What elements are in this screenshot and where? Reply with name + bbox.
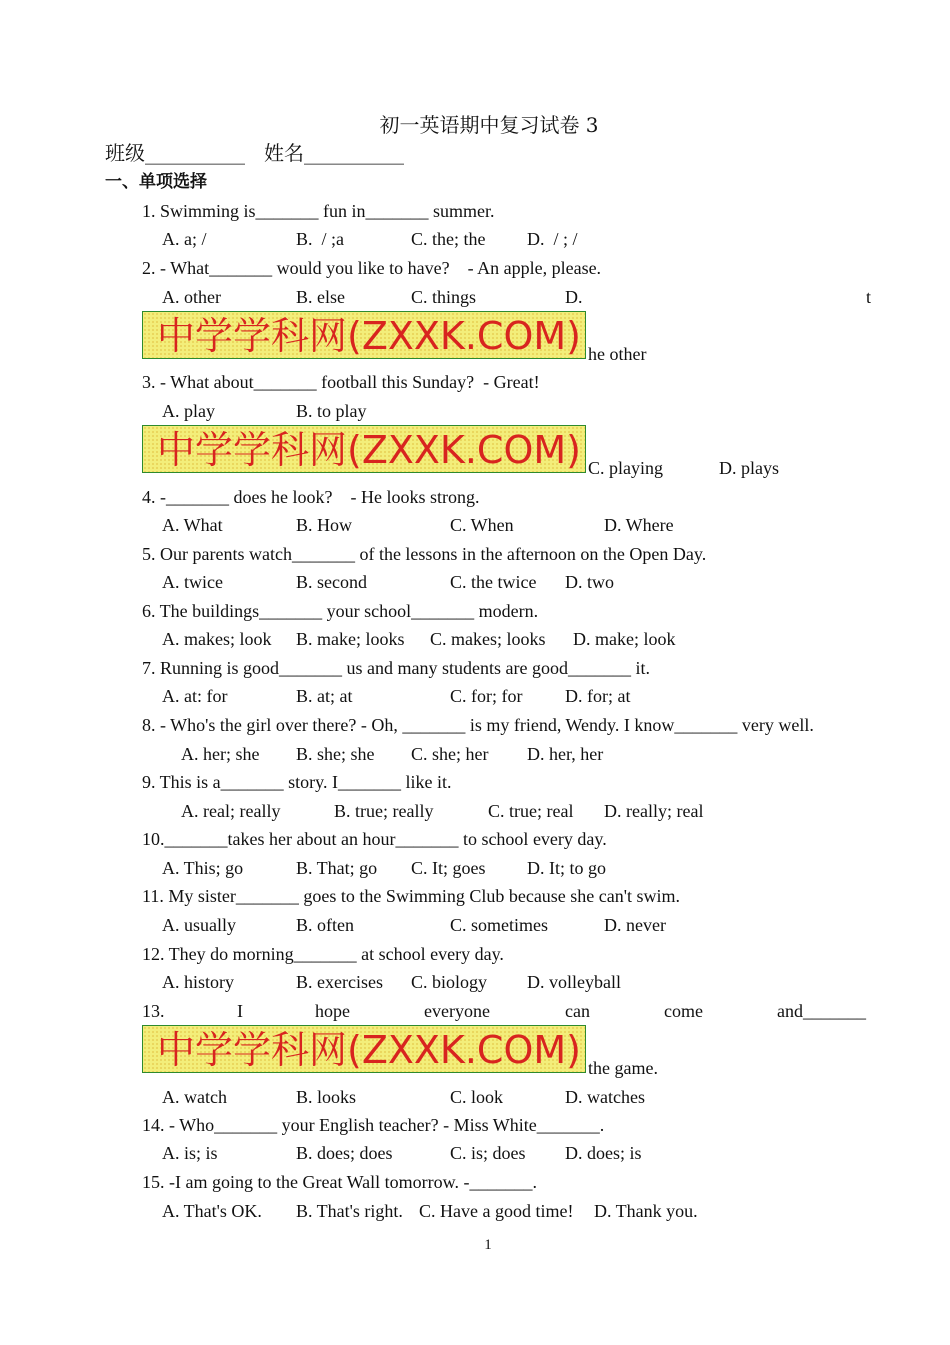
q3-option-c: C. playing	[588, 458, 663, 478]
q9-option-c: C. true; real	[488, 801, 574, 821]
q11-option-d: D. never	[604, 915, 666, 935]
question-10: 10._______takes her about an hour_______ to school every day.	[142, 829, 607, 849]
q2-option-a: A. other	[162, 287, 221, 307]
q1-option-d: D. / ; /	[527, 229, 578, 249]
question-9: 9. This is a_______ story. I_______ like it.	[142, 772, 452, 792]
q2-option-d-continuation: he other	[588, 344, 647, 364]
q3-option-b: B. to play	[296, 401, 367, 421]
q2-option-d: D.	[565, 287, 583, 307]
q14-option-b: B. does; does	[296, 1143, 393, 1163]
q11-option-a: A. usually	[162, 915, 236, 935]
section-heading: 一、单项选择	[105, 172, 207, 192]
q2-option-b: B. else	[296, 287, 345, 307]
q12-option-d: D. volleyball	[527, 972, 621, 992]
page-title: 初一英语期中复习试卷 3	[379, 113, 599, 137]
question-15: 15. -I am going to the Great Wall tomorrow. -_______.	[142, 1172, 537, 1192]
q15-option-c: C. Have a good time!	[419, 1201, 574, 1221]
question-13-continuation: the game.	[588, 1058, 658, 1078]
q5-option-d: D. two	[565, 572, 614, 592]
q10-option-a: A. This; go	[162, 858, 244, 878]
question-12: 12. They do morning_______ at school every day.	[142, 944, 504, 964]
q1-option-a: A. a; /	[162, 229, 207, 249]
question-13-word: I	[237, 1001, 243, 1021]
q15-option-a: A. That's OK.	[162, 1201, 262, 1221]
q10-option-d: D. It; to go	[527, 858, 606, 878]
question-11: 11. My sister_______ goes to the Swimming Club because she can't swim.	[142, 886, 681, 906]
q14-option-d: D. does; is	[565, 1143, 642, 1163]
q14-option-c: C. is; does	[450, 1143, 526, 1163]
q2-option-d-fragment: t	[866, 287, 872, 307]
q14-option-a: A. is; is	[162, 1143, 218, 1163]
q7-option-b: B. at; at	[296, 686, 353, 706]
q7-option-d: D. for; at	[565, 686, 631, 706]
class-field: 班级__________	[105, 141, 245, 165]
q13-option-c: C. look	[450, 1087, 504, 1107]
q9-option-a: A. real; really	[181, 801, 281, 821]
q8-option-c: C. she; her	[411, 744, 489, 764]
q5-option-b: B. second	[296, 572, 367, 592]
q10-option-b: B. That; go	[296, 858, 378, 878]
question-13-word: everyone	[424, 1001, 490, 1021]
question-6: 6. The buildings_______ your school_______ modern.	[142, 601, 539, 621]
q2-option-c: C. things	[411, 287, 477, 307]
watermark-banner	[142, 1025, 586, 1073]
q6-option-d: D. make; look	[573, 629, 676, 649]
q6-option-c: C. makes; looks	[430, 629, 546, 649]
watermark-banner	[142, 425, 586, 473]
question-3: 3. - What about_______ football this Sunday? - Great!	[142, 372, 540, 392]
q3-option-d: D. plays	[719, 458, 779, 478]
question-5: 5. Our parents watch_______ of the lessons in the afternoon on the Open Day.	[142, 544, 707, 564]
q12-option-a: A. history	[162, 972, 234, 992]
q15-option-d: D. Thank you.	[594, 1201, 698, 1221]
q8-option-b: B. she; she	[296, 744, 375, 764]
q6-option-b: B. make; looks	[296, 629, 405, 649]
q9-option-d: D. really; real	[604, 801, 704, 821]
q11-option-c: C. sometimes	[450, 915, 548, 935]
q8-option-a: A. her; she	[181, 744, 260, 764]
q4-option-c: C. When	[450, 515, 514, 535]
q4-option-b: B. How	[296, 515, 353, 535]
question-1: 1. Swimming is_______ fun in_______ summer.	[142, 201, 495, 221]
question-4: 4. -_______ does he look? - He looks strong.	[142, 487, 480, 507]
q5-option-a: A. twice	[162, 572, 223, 592]
q13-option-d: D. watches	[565, 1087, 645, 1107]
watermark-banner	[142, 311, 586, 359]
question-14: 14. - Who_______ your English teacher? - Miss White_______.	[142, 1115, 605, 1135]
watermark-text: 中学学科网(ZXXK.COM)	[157, 314, 581, 358]
q5-option-c: C. the twice	[450, 572, 537, 592]
q4-option-d: D. Where	[604, 515, 674, 535]
q3-option-a: A. play	[162, 401, 215, 421]
question-13-word: come	[664, 1001, 703, 1021]
q1-option-c: C. the; the	[411, 229, 486, 249]
question-7: 7. Running is good_______ us and many students are good_______ it.	[142, 658, 650, 678]
q8-option-d: D. her, her	[527, 744, 604, 764]
q12-option-c: C. biology	[411, 972, 488, 992]
q7-option-c: C. for; for	[450, 686, 523, 706]
q4-option-a: A. What	[162, 515, 223, 535]
q13-option-a: A. watch	[162, 1087, 227, 1107]
question-13-word: and_______	[777, 1001, 866, 1021]
watermark-text: 中学学科网(ZXXK.COM)	[157, 1028, 581, 1072]
watermark-text: 中学学科网(ZXXK.COM)	[157, 428, 581, 472]
question-13-word: hope	[315, 1001, 350, 1021]
q11-option-b: B. often	[296, 915, 354, 935]
q12-option-b: B. exercises	[296, 972, 383, 992]
page-number: 1	[484, 1237, 492, 1253]
q10-option-c: C. It; goes	[411, 858, 486, 878]
q1-option-b: B. / ;a	[296, 229, 344, 249]
question-13-word: can	[565, 1001, 590, 1021]
q13-option-b: B. looks	[296, 1087, 357, 1107]
question-13-word: 13.	[142, 1001, 165, 1021]
question-8: 8. - Who's the girl over there? - Oh, _______ is my friend, Wendy. I know_______ very well.	[142, 715, 814, 735]
q7-option-a: A. at: for	[162, 686, 228, 706]
q9-option-b: B. true; really	[334, 801, 434, 821]
question-2: 2. - What_______ would you like to have? - An apple, please.	[142, 258, 602, 278]
q15-option-b: B. That's right.	[296, 1201, 403, 1221]
q6-option-a: A. makes; look	[162, 629, 272, 649]
name-field: 姓名__________	[264, 141, 404, 165]
